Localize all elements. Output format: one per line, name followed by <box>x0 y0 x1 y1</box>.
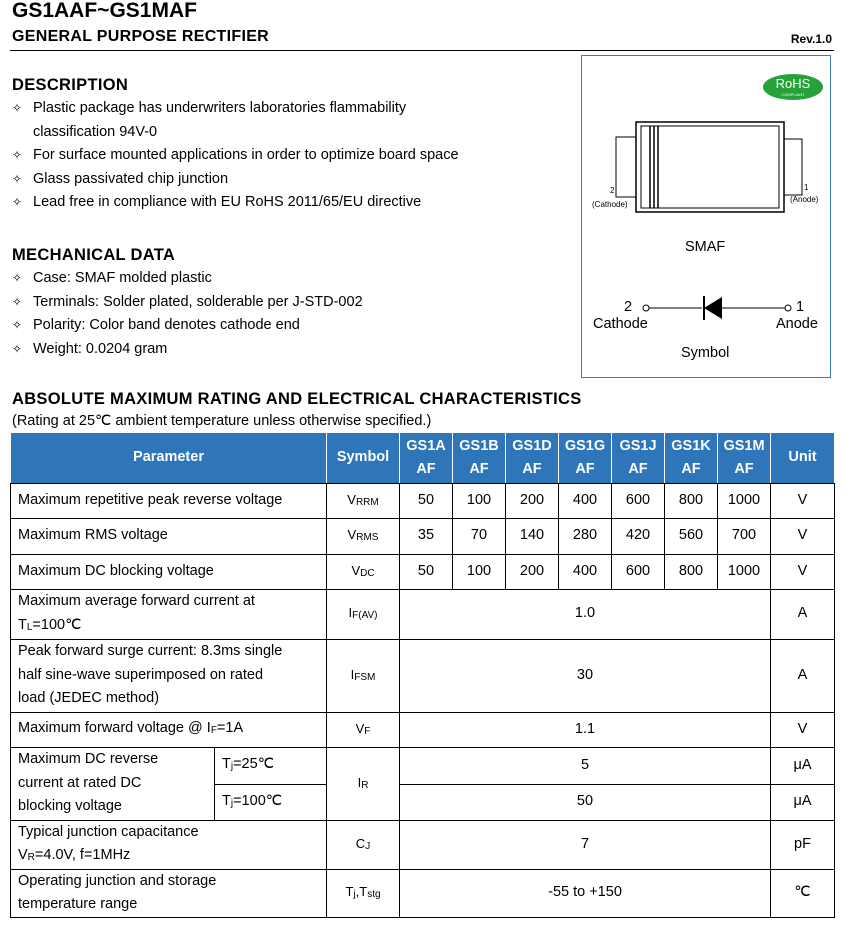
diamond-bullet-icon: ✧ <box>12 171 23 186</box>
unit-cell: μA <box>771 747 835 784</box>
cathode-lead <box>616 137 638 197</box>
parameter-cell: Peak forward surge current: 8.3ms single half sine-wave superimposed on rated load (JEDEC method) <box>11 639 327 712</box>
description-list <box>12 97 459 215</box>
table-row <box>11 589 835 639</box>
column-header-part: GS1J AF <box>612 433 665 483</box>
pin2-cathode-label: (Cathode) <box>592 200 628 209</box>
table-row <box>11 820 835 869</box>
list-item: ✧ Terminals: Solder plated, solderable per J-STD-002 <box>12 291 363 315</box>
value-cell: 800 <box>665 554 718 589</box>
diamond-bullet-icon: ✧ <box>12 294 23 309</box>
diamond-bullet-icon: ✧ <box>12 318 23 333</box>
value-cell: 30 <box>400 639 771 712</box>
ratings-note: (Rating at 25℃ ambient temperature unless otherwise specified.) <box>12 413 432 429</box>
value-cell: 420 <box>612 518 665 554</box>
unit-cell: V <box>771 712 835 747</box>
table-row <box>11 518 835 554</box>
list-item: ✧ Case: SMAF molded plastic <box>12 267 363 291</box>
mechanical-list <box>12 267 363 361</box>
symbol-cathode-label: Cathode <box>593 316 648 332</box>
document-subtitle: GENERAL PURPOSE RECTIFIER <box>12 28 270 45</box>
table-row <box>11 869 835 917</box>
diamond-bullet-icon: ✧ <box>12 101 23 115</box>
column-header-part: GS1G AF <box>559 433 612 483</box>
table-row <box>11 483 835 518</box>
list-item: ✧ Glass passivated chip junction <box>12 168 459 192</box>
value-cell: 70 <box>453 518 506 554</box>
symbol-cell: $I_R$ <box>327 747 400 820</box>
unit-cell: ℃ <box>771 869 835 917</box>
column-header-parameter: Parameter <box>11 433 327 483</box>
diamond-bullet-icon: ✧ <box>12 195 23 210</box>
value-cell: 600 <box>612 554 665 589</box>
column-header-part: GS1D AF <box>506 433 559 483</box>
diamond-bullet-icon: ✧ <box>12 271 23 285</box>
parameter-cell: Maximum forward voltage @ $I_F=1A$ <box>11 712 327 747</box>
value-cell: -55 to +150 <box>400 869 771 917</box>
diamond-bullet-icon: ✧ <box>12 341 23 356</box>
symbol-cell: $V_{RRM}$ <box>327 483 400 518</box>
value-cell: 400 <box>559 554 612 589</box>
value-cell: 400 <box>559 483 612 518</box>
value-cell: 100 <box>453 554 506 589</box>
symbol-cell: $V_{DC}$ <box>327 554 400 589</box>
document-title: GS1AAF~GS1MAF <box>12 0 197 22</box>
value-cell: 50 <box>400 554 453 589</box>
list-item: ✧ Weight: 0.0204 gram <box>12 338 363 362</box>
value-cell: 800 <box>665 483 718 518</box>
value-cell: 280 <box>559 518 612 554</box>
symbol-cell: $C_J$ <box>327 820 400 869</box>
value-cell: 50 <box>400 784 771 820</box>
symbol-cell: $I_{F(AV)}$ <box>327 589 400 639</box>
value-cell: 7 <box>400 820 771 869</box>
revision-label: Rev.1.0 <box>790 32 832 46</box>
pin1-anode-label: (Anode) <box>790 195 819 204</box>
column-header-part: GS1B AF <box>453 433 506 483</box>
value-cell: 200 <box>506 554 559 589</box>
value-cell: 560 <box>665 518 718 554</box>
header-divider <box>10 50 834 51</box>
description-heading: DESCRIPTION <box>12 76 129 94</box>
value-cell: 1000 <box>718 483 771 518</box>
value-cell: 200 <box>506 483 559 518</box>
value-cell: 1.1 <box>400 712 771 747</box>
column-header-part: GS1M AF <box>718 433 771 483</box>
list-item: ✧ Plastic package has underwriters laboratories flammability <box>12 97 459 121</box>
pin2-number: 2 <box>610 186 615 195</box>
value-cell: 1.0 <box>400 589 771 639</box>
unit-cell: pF <box>771 820 835 869</box>
ratings-heading: ABSOLUTE MAXIMUM RATING AND ELECTRICAL CHARACTERISTICS <box>12 390 582 408</box>
unit-cell: μA <box>771 784 835 820</box>
diamond-bullet-icon: ✧ <box>12 148 23 163</box>
parameter-cell: Maximum average forward current at $T_L=100℃$ <box>11 589 327 639</box>
value-cell: 50 <box>400 483 453 518</box>
unit-cell: V <box>771 518 835 554</box>
parameter-cell: Maximum repetitive peak reverse voltage <box>11 483 327 518</box>
column-header-unit: Unit <box>771 433 835 483</box>
table-header-row <box>11 433 835 483</box>
condition-cell: $T_j=100℃$ <box>215 784 327 820</box>
list-item-continuation: classification 94V-0 <box>33 123 158 140</box>
parameter-cell: Maximum DC blocking voltage <box>11 554 327 589</box>
symbol-pin1-number: 1 <box>796 299 805 315</box>
list-item: ✧ Polarity: Color band denotes cathode end <box>12 314 363 338</box>
unit-cell: A <box>771 589 835 639</box>
ratings-table <box>10 433 835 918</box>
unit-cell: V <box>771 483 835 518</box>
value-cell: 140 <box>506 518 559 554</box>
mechanical-heading: MECHANICAL DATA <box>12 246 176 264</box>
list-item: ✧ For surface mounted applications in order to optimize board space <box>12 144 459 168</box>
symbol-cell: $T_j,T_{stg}$ <box>327 869 400 917</box>
table-row <box>11 554 835 589</box>
table-row <box>11 747 835 784</box>
value-cell: 5 <box>400 747 771 784</box>
symbol-caption: Symbol <box>681 345 730 361</box>
column-header-part: GS1K AF <box>665 433 718 483</box>
column-header-part: GS1A AF <box>400 433 453 483</box>
value-cell: 600 <box>612 483 665 518</box>
condition-cell: $T_j=25℃$ <box>215 747 327 784</box>
symbol-cell: $I_{FSM}$ <box>327 639 400 712</box>
rohs-badge: RoHS COMPLIANT <box>763 74 823 100</box>
value-cell: 1000 <box>718 554 771 589</box>
pin1-number: 1 <box>804 183 809 192</box>
parameter-cell: Maximum DC reverse current at rated DC blocking voltage <box>11 747 215 820</box>
value-cell: 100 <box>453 483 506 518</box>
column-header-symbol: Symbol <box>327 433 400 483</box>
unit-cell: A <box>771 639 835 712</box>
list-item: ✧ Lead free in compliance with EU RoHS 2011/65/EU directive <box>12 191 459 215</box>
table-row <box>11 712 835 747</box>
parameter-cell: Maximum RMS voltage <box>11 518 327 554</box>
symbol-cell: $V_F$ <box>327 712 400 747</box>
value-cell: 35 <box>400 518 453 554</box>
symbol-pin2-number: 2 <box>624 299 633 315</box>
symbol-cell: $V_{RMS}$ <box>327 518 400 554</box>
diode-symbol-icon <box>640 293 795 323</box>
parameter-cell: Typical junction capacitance $V_R=4.0V$, f=1MHz <box>11 820 327 869</box>
package-name: SMAF <box>685 239 726 255</box>
unit-cell: V <box>771 554 835 589</box>
symbol-anode-label: Anode <box>776 316 818 332</box>
parameter-cell: Operating junction and storage temperature range <box>11 869 327 917</box>
table-row <box>11 639 835 712</box>
value-cell: 700 <box>718 518 771 554</box>
smaf-package-drawing <box>600 115 825 220</box>
